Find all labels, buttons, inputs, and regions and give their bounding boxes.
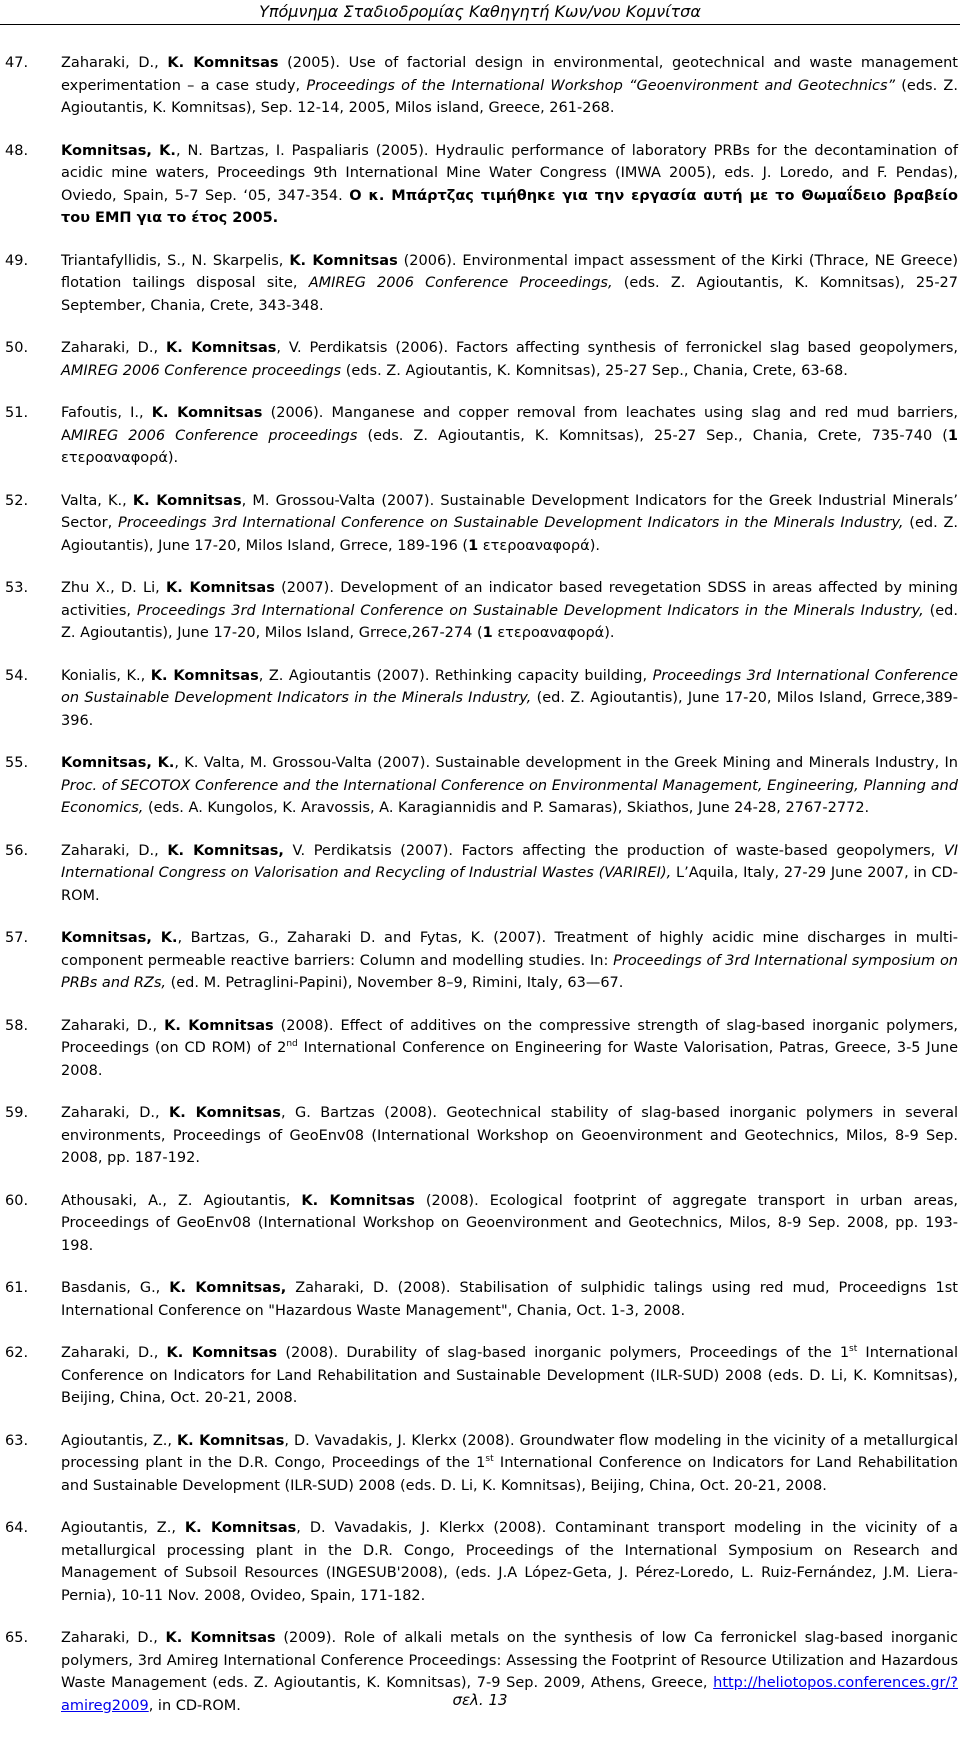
reference-segment: (ed. M. Petraglini-Papini), November 8–9, Rimini, Italy, 63—67. bbox=[166, 975, 624, 991]
reference-segment: Zaharaki, D., bbox=[61, 842, 168, 859]
reference-list bbox=[5, 52, 958, 1737]
reference-segment: International Conference on Indicators for Land Rehabilitation and Sustainable Development (ILR-SUD) 2008 (eds. D. Li, K. Komnitsas), Beijing, China, Oct. 20-21, 2008. bbox=[61, 1455, 958, 1494]
reference-text bbox=[61, 1102, 958, 1170]
reference-text bbox=[61, 490, 958, 558]
reference-segment: V. Perdikatsis (2007). Factors affecting the production of waste-based geopolymers, bbox=[283, 842, 944, 859]
reference-segment: Konialis, K., bbox=[61, 667, 151, 684]
reference-item bbox=[5, 1190, 958, 1258]
reference-number: 49. bbox=[5, 252, 29, 269]
page-header: Υπόμνημα Σταδιοδρομίας Καθηγητή Κων/νου Κομνίτσα bbox=[259, 2, 701, 21]
reference-number: 53. bbox=[5, 580, 29, 596]
reference-segment: Zaharaki, D., bbox=[61, 1017, 165, 1034]
reference-segment: (eds. A. Kungolos, K. Aravossis, A. Karagiannidis and P. Samaras), Skiathos, June 24-28, 2767-2772. bbox=[143, 800, 870, 816]
reference-segment: , D. Vavadakis, J. Klerkx (2008). Groundwater flow modeling in the vicinity of a metallurgical processing plant in the D.R. Congo, Proceedings of the 1 bbox=[61, 1432, 958, 1471]
reference-segment: Proceedings of 3rd International symposium on PRBs and RZs, bbox=[61, 952, 959, 991]
reference-text bbox=[61, 1277, 958, 1322]
reference-segment: VI International Congress on Valorisation and Recycling of Industrial Wastes (VARIREI), bbox=[61, 842, 959, 881]
reference-segment: Komnitsas, K. bbox=[61, 930, 178, 946]
reference-segment: st bbox=[485, 1454, 494, 1465]
reference-segment: (eds. Z. Agioutantis, K. Komnitsas), 25-27 Sep., Chania, Crete, 735-740 ( bbox=[357, 427, 948, 444]
reference-segment: Proceedings 3rd International Conference on Sustainable Development Indicators in the Minerals Industry, bbox=[117, 515, 904, 531]
reference-segment: K. Komnitsas bbox=[165, 340, 277, 356]
header-divider bbox=[0, 24, 960, 25]
reference-text bbox=[61, 927, 958, 995]
reference-segment: , Z. Agioutantis (2007). Rethinking capacity building, bbox=[258, 667, 653, 684]
reference-number: 60. bbox=[5, 1192, 29, 1209]
reference-text bbox=[61, 665, 958, 733]
reference-segment: Basdanis, G., bbox=[61, 1280, 170, 1296]
reference-item bbox=[5, 140, 958, 230]
reference-segment: (2006). Manganese and copper removal from leachates using slag and red mud barriers, A bbox=[61, 405, 959, 444]
reference-segment: K. Komnitsas bbox=[169, 1105, 281, 1121]
reference-number: 54. bbox=[5, 667, 29, 684]
reference-segment: Proc. of SECOTOX Conference and the International Conference on Environmental Management, Engineering, Planning and Economics, bbox=[61, 777, 958, 816]
reference-number: 52. bbox=[5, 492, 29, 509]
reference-item bbox=[5, 840, 958, 908]
reference-number: 64. bbox=[5, 1520, 29, 1536]
reference-item bbox=[5, 927, 958, 995]
reference-segment: 1 bbox=[947, 427, 959, 444]
reference-segment: Komnitsas, K. bbox=[61, 755, 175, 771]
reference-number: 61. bbox=[5, 1280, 29, 1296]
reference-segment: K. Komnitsas bbox=[164, 1017, 274, 1034]
reference-segment: nd bbox=[286, 1039, 298, 1050]
reference-item bbox=[5, 1102, 958, 1170]
reference-text bbox=[61, 1430, 958, 1498]
reference-text bbox=[61, 840, 958, 908]
reference-item bbox=[5, 1517, 958, 1607]
reference-segment: (ed. Z. Agioutantis), June 17-20, Milos Island, Grrece,267-274 ( bbox=[61, 602, 958, 641]
reference-item bbox=[5, 337, 958, 382]
reference-segment: Agioutantis, Z., bbox=[61, 1520, 185, 1536]
reference-segment: K. Komnitsas bbox=[165, 1630, 276, 1646]
reference-segment: K. Komnitsas, bbox=[167, 842, 284, 859]
reference-segment: (2009). Role of alkali metals on the synthesis of low Ca ferronickel slag-based inorganic polymers, 3rd Amireg International Conference Proceedings: Assessing the Footprint of Resource Utilization and Hazardous Waste Management (eds. Z. Agioutantis, K. Komnitsas), 7-9 Sep. 2009, Athens, Greece, bbox=[61, 1630, 958, 1691]
reference-segment: K. Komnitsas bbox=[301, 1192, 415, 1209]
conference-link[interactable]: http://heliotopos.conferences.gr/?amireg2009 bbox=[61, 1675, 958, 1714]
reference-text bbox=[61, 337, 958, 382]
reference-segment: , in CD-ROM. bbox=[148, 1697, 241, 1714]
reference-segment: Zaharaki, D., bbox=[61, 55, 168, 71]
reference-item bbox=[5, 1430, 958, 1498]
reference-item bbox=[5, 250, 958, 318]
reference-segment: , N. Bartzas, I. Paspaliaris (2005). Hydraulic performance of laboratory PRBs for the decontamination of acidic mine waters, Proceedings 9th International Mine Water Congress (IMWA 2005), eds. J. Loredo, and F. Pendas), Oviedo, Spain, 5-7 Sep. ‘05, 347-354. bbox=[61, 142, 958, 204]
reference-text bbox=[61, 1190, 958, 1258]
reference-segment: Zhu X., D. Li, bbox=[61, 580, 167, 596]
reference-segment: MIREG 2006 Conference proceedings bbox=[70, 427, 358, 444]
reference-item bbox=[5, 490, 958, 558]
reference-text bbox=[61, 402, 958, 470]
reference-segment: K. Komnitsas bbox=[166, 580, 275, 596]
reference-segment: (2006). Environmental impact assessment of the Kirki (Thrace, NE Greece) flotation tailings disposal site, bbox=[61, 252, 958, 291]
reference-segment: (eds. Z. Agioutantis, K. Komnitsas), 25-27 September, Chania, Crete, 343-348. bbox=[61, 275, 959, 314]
reference-number: 55. bbox=[5, 755, 29, 771]
reference-segment: AMIREG 2006 Conference Proceedings, bbox=[308, 275, 613, 291]
reference-number: 63. bbox=[5, 1432, 29, 1449]
reference-item bbox=[5, 577, 958, 645]
reference-number: 65. bbox=[5, 1630, 29, 1646]
reference-segment: ετεροαναφορά). bbox=[478, 537, 600, 554]
reference-segment: (eds. Z. Agioutantis, K. Komnitsas), Sep. 12-14, 2005, Milos island, Greece, 261-268. bbox=[61, 77, 958, 116]
reference-number: 57. bbox=[5, 930, 29, 946]
reference-segment: K. Komnitsas, bbox=[169, 1280, 287, 1296]
reference-text bbox=[61, 52, 958, 120]
reference-segment: , V. Perdikatsis (2006). Factors affecting synthesis of ferronickel slag based geopolymers, bbox=[276, 340, 959, 356]
reference-item bbox=[5, 752, 958, 820]
reference-item bbox=[5, 1277, 958, 1322]
reference-segment: Athousaki, A., Z. Agioutantis, bbox=[61, 1192, 302, 1209]
reference-segment: (ed. Z. Agioutantis), June 17-20, Milos Island, Grrece,389-396. bbox=[61, 690, 958, 729]
reference-segment: L’Aquila, Italy, 27-29 June 2007, in CD-ROM. bbox=[61, 865, 958, 904]
reference-segment: (eds. Z. Agioutantis, K. Komnitsas), 25-27 Sep., Chania, Crete, 63-68. bbox=[341, 362, 848, 379]
reference-segment: International Conference on Indicators for Land Rehabilitation and Sustainable Development (ILR-SUD) 2008 (eds. D. Li, K. Komnitsas), Beijing, China, Oct. 20-21, 2008. bbox=[61, 1345, 958, 1406]
reference-segment: K. Komnitsas bbox=[176, 1432, 285, 1449]
reference-text bbox=[61, 250, 958, 318]
reference-segment: , Bartzas, G., Zaharaki D. and Fytas, K. (2007). Treatment of highly acidic mine discharges in multi-component permeable reactive barriers: Column and modelling studies. In: bbox=[61, 930, 958, 969]
reference-segment: K. Komnitsas bbox=[167, 55, 279, 71]
reference-segment: Proceedings 3rd International Conference on Sustainable Development Indicators in the Minerals Industry, bbox=[136, 602, 924, 619]
reference-text bbox=[61, 577, 958, 645]
reference-segment: Zaharaki, D., bbox=[61, 1630, 166, 1646]
reference-segment: Agioutantis, Z., bbox=[61, 1432, 177, 1449]
reference-item bbox=[5, 1015, 958, 1083]
reference-segment: Valta, K., bbox=[61, 492, 133, 509]
reference-number: 47. bbox=[5, 55, 29, 71]
reference-segment: Komnitsas, K. bbox=[61, 142, 176, 159]
reference-segment: (2008). Ecological footprint of aggregate transport in urban areas, Proceedings of GeoEnv08 (International Workshop on Geoenvironment and Geotechnics, Milos, 8-9 Sep. 2008, pp. 193-198. bbox=[61, 1192, 958, 1254]
reference-number: 51. bbox=[5, 405, 29, 421]
reference-segment: (2008). Effect of additives on the compressive strength of slag-based inorganic polymers, Proceedings (on CD ROM) of 2 bbox=[61, 1017, 958, 1056]
reference-segment: Fafoutis, I., bbox=[61, 405, 152, 421]
reference-segment: K. Komnitsas bbox=[184, 1520, 297, 1536]
reference-segment: K. Komnitsas bbox=[166, 1345, 278, 1361]
reference-segment: Triantafyllidis, S., N. Skarpelis, bbox=[61, 252, 290, 269]
reference-text bbox=[61, 1015, 958, 1083]
reference-number: 62. bbox=[5, 1345, 29, 1361]
reference-segment: International Conference on Engineering for Waste Valorisation, Patras, Greece, 3-5 June 2008. bbox=[61, 1040, 958, 1079]
reference-item bbox=[5, 402, 958, 470]
reference-segment: K. Komnitsas bbox=[289, 252, 398, 269]
reference-item bbox=[5, 52, 958, 120]
reference-number: 50. bbox=[5, 340, 29, 356]
reference-item bbox=[5, 1342, 958, 1410]
reference-segment: Zaharaki, D., bbox=[61, 1345, 167, 1361]
reference-segment: , G. Bartzas (2008). Geotechnical stability of slag-based inorganic polymers in several environments, Proceedings of GeoEnv08 (International Workshop on Geoenvironment and Geotechnics, Milos, 8-9 Sep. 2008, pp. 187-192. bbox=[61, 1105, 958, 1166]
reference-text bbox=[61, 140, 958, 230]
reference-segment: 1 bbox=[468, 537, 479, 554]
reference-segment: K. Komnitsas bbox=[151, 405, 263, 421]
reference-segment: st bbox=[849, 1344, 858, 1355]
reference-segment: (ed. Z. Agioutantis), June 17-20, Milos Island, Grrece, 189-196 ( bbox=[61, 515, 958, 554]
reference-segment: K. Komnitsas bbox=[150, 667, 259, 684]
reference-segment: (2008). Durability of slag-based inorganic polymers, Proceedings of the 1 bbox=[277, 1345, 850, 1361]
page-number: σελ. 13 bbox=[452, 1691, 508, 1709]
reference-segment: O κ. Μπάρτζας τιμήθηκε για την εργασία αυτή με το Θωμαΐδειο βραβείο του ΕΜΠ για το έτος 2005. bbox=[61, 187, 958, 226]
reference-text bbox=[61, 1342, 958, 1410]
reference-number: 59. bbox=[5, 1105, 29, 1121]
reference-segment: Proceedings 3rd International Conference on Sustainable Development Indicators in the Minerals Industry, bbox=[61, 667, 958, 706]
reference-segment: , D. Vavadakis, J. Klerkx (2008). Contaminant transport modeling in the vicinity of a metallurgical processing plant in the D.R. Congo, Proceedings of the International Symposium on Research and Management of Subsoil Resources (INGESUB'2008), (eds. J.A López-Geta, J. Pérez-Loredo, L. Ruiz-Fernández, J.M. Liera-Pernia), 10-11 Nov. 2008, Ovideo, Spain, 171-182. bbox=[61, 1520, 958, 1604]
reference-number: 48. bbox=[5, 142, 29, 159]
reference-segment: , M. Grossou-Valta (2007). Sustainable Development Indicators for the Greek Industrial Minerals’ Sector, bbox=[61, 492, 958, 531]
reference-text bbox=[61, 1517, 958, 1607]
reference-segment: Zaharaki, D., bbox=[61, 340, 166, 356]
reference-segment: (2005). Use of factorial design in environmental, geotechnical and waste management experimentation – a case study, bbox=[61, 55, 958, 94]
reference-segment: Zaharaki, D. (2008). Stabilisation of sulphidic talings using red mud, Proceedigns 1st International Conference on "Hazardous Waste Management", Chania, Oct. 1-3, 2008. bbox=[61, 1280, 958, 1319]
reference-segment: AMIREG 2006 Conference proceedings bbox=[61, 362, 342, 379]
reference-item bbox=[5, 665, 958, 733]
reference-segment: , K. Valta, M. Grossou-Valta (2007). Sustainable development in the Greek Mining and Minerals Industry, In bbox=[174, 755, 959, 771]
reference-text bbox=[61, 752, 958, 820]
reference-number: 58. bbox=[5, 1017, 29, 1034]
reference-segment: ετεροαναφορά). bbox=[492, 625, 615, 641]
reference-segment: 1 bbox=[482, 625, 493, 641]
reference-segment: (2007). Development of an indicator based revegetation SDSS in areas affected by mining activities, bbox=[61, 580, 958, 619]
reference-segment: ετεροαναφορά). bbox=[61, 450, 179, 466]
reference-segment: K. Komnitsas bbox=[132, 492, 242, 509]
reference-segment: Zaharaki, D., bbox=[61, 1105, 169, 1121]
reference-segment: Proceedings of the International Workshop “Geoenvironment and Geotechnics” bbox=[306, 77, 896, 94]
reference-number: 56. bbox=[5, 842, 29, 859]
